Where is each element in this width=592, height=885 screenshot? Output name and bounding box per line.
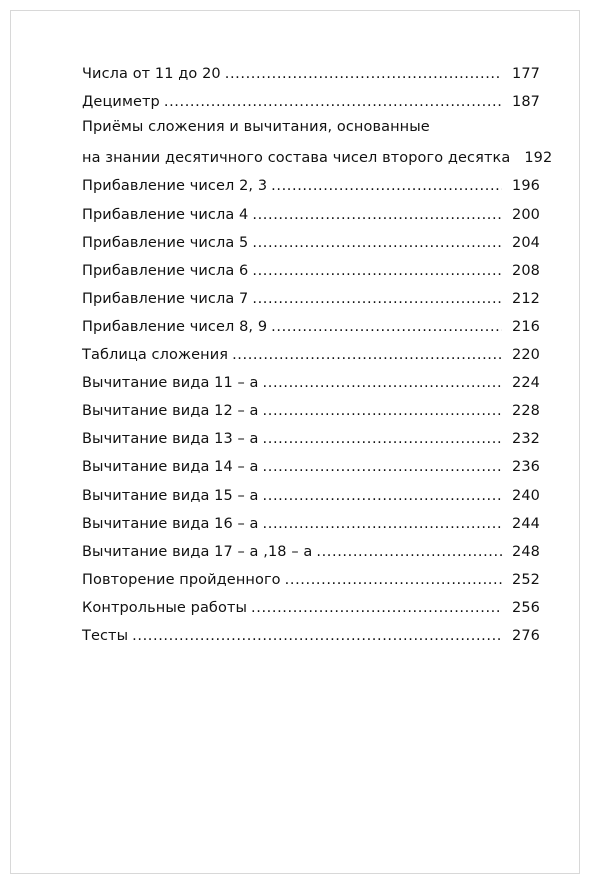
toc-entry-title: Таблица сложения — [82, 347, 229, 364]
toc-entry-page: 200 — [512, 206, 540, 223]
toc-entry-page: 220 — [512, 347, 540, 364]
toc-entry-title: Вычитание вида 13 – а — [82, 431, 259, 448]
toc-entry — [82, 169, 540, 197]
toc-entry-title: Вычитание вида 14 – а — [82, 459, 259, 476]
toc-entry — [82, 591, 540, 619]
toc-leader-dots — [271, 316, 502, 338]
toc-entry — [82, 113, 553, 169]
toc-entry-title-line2: на знании десятичного состава чисел второго десятка — [82, 150, 511, 167]
toc-entry-page: 208 — [512, 262, 540, 279]
toc-entry-title: Прибавление числа 5 — [82, 234, 249, 251]
toc-entry-page: 240 — [512, 487, 540, 504]
toc-entry — [82, 57, 540, 85]
toc-entry-title: Повторение пройденного — [82, 571, 281, 588]
toc-entry-title: Прибавление числа 4 — [82, 206, 249, 223]
toc-entry-page: 248 — [512, 543, 540, 560]
toc-entry — [82, 563, 540, 591]
toc-entry-title-row — [82, 141, 553, 169]
toc-entry-page: 232 — [512, 431, 540, 448]
toc-entry-title: Прибавление чисел 2, 3 — [82, 178, 268, 195]
toc-leader-dots — [251, 597, 502, 619]
toc-entry-page: 216 — [512, 318, 540, 335]
toc-entry-title: Прибавление числа 6 — [82, 262, 249, 279]
toc-entry — [82, 310, 540, 338]
toc-entry — [82, 254, 540, 282]
toc-entry — [82, 85, 540, 113]
toc-entry — [82, 226, 540, 254]
toc-entry-page: 236 — [512, 459, 540, 476]
toc-entry-title: Вычитание вида 15 – а — [82, 487, 259, 504]
toc-leader-dots — [271, 175, 502, 197]
toc-entry-page: 228 — [512, 403, 540, 420]
toc-leader-dots — [225, 63, 502, 85]
toc-entry — [82, 338, 540, 366]
toc-entry-page: 204 — [512, 234, 540, 251]
toc-leader-dots — [316, 541, 502, 563]
toc-entry-page: 212 — [512, 290, 540, 307]
toc-entry — [82, 394, 540, 422]
toc-entry-title: Вычитание вида 16 – а — [82, 515, 259, 532]
toc-leader-dots — [285, 569, 502, 591]
toc-leader-dots — [252, 204, 502, 226]
toc-entry-title: Вычитание вида 12 – а — [82, 403, 259, 420]
toc-entry-page: 187 — [512, 94, 540, 111]
toc-leader-dots — [252, 260, 502, 282]
toc-leader-dots — [263, 485, 502, 507]
toc-entry — [82, 535, 540, 563]
toc-leader-dots — [263, 428, 502, 450]
toc-entry-title-line1: Приёмы сложения и вычитания, основанные — [82, 119, 430, 136]
toc-leader-dots — [252, 288, 502, 310]
toc-leader-dots — [263, 513, 502, 535]
toc-entry-title: Контрольные работы — [82, 599, 248, 616]
toc-entry-title: Вычитание вида 11 – а — [82, 375, 259, 392]
toc-entry — [82, 619, 540, 647]
toc-leader-dots — [164, 91, 502, 113]
toc-entry — [82, 507, 540, 535]
toc-entry-page: 276 — [512, 627, 540, 644]
toc-entry — [82, 366, 540, 394]
toc-entry-title: Тесты — [82, 627, 129, 644]
toc-leader-dots — [232, 344, 502, 366]
toc-entry-page: 244 — [512, 515, 540, 532]
toc-entry — [82, 422, 540, 450]
toc-entry-title: Вычитание вида 17 – а ,18 – а — [82, 543, 313, 560]
toc-leader-dots — [252, 232, 502, 254]
toc-entry-page: 177 — [512, 66, 540, 83]
toc-entry-page: 256 — [512, 599, 540, 616]
toc-entry-page: 252 — [512, 571, 540, 588]
toc-entry-page: 196 — [512, 178, 540, 195]
toc-entry-title: Прибавление чисел 8, 9 — [82, 318, 268, 335]
toc-leader-dots — [263, 456, 502, 478]
toc-entry — [82, 478, 540, 506]
toc-entry — [82, 197, 540, 225]
toc-entry-page: 224 — [512, 375, 540, 392]
toc-entry-title: Числа от 11 до 20 — [82, 66, 221, 83]
toc-leader-dots — [132, 625, 502, 647]
toc-leader-dots — [263, 372, 502, 394]
toc-entry-title: Прибавление числа 7 — [82, 290, 249, 307]
toc-entry — [82, 450, 540, 478]
table-of-contents — [82, 57, 553, 647]
toc-entry-title: Дециметр — [82, 94, 160, 111]
toc-leader-dots — [263, 400, 502, 422]
toc-entry — [82, 282, 540, 310]
toc-entry-page: 192 — [524, 150, 553, 167]
